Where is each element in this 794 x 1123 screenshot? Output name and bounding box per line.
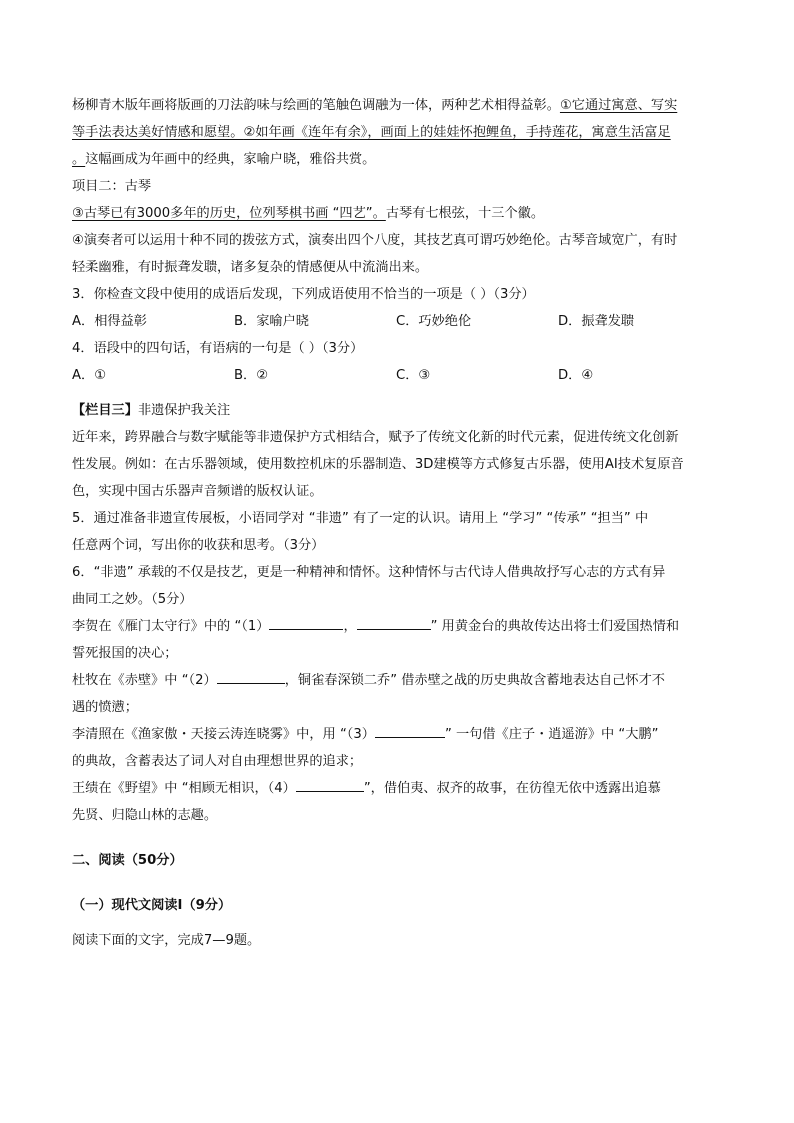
question-6-item-1 <box>72 613 722 640</box>
exam-page <box>72 92 722 954</box>
question-3-options <box>72 308 722 335</box>
text: 古琴有七根弦，十三个徽。 <box>385 206 545 221</box>
text: 李贺在《雁门太守行》中的 “（1） <box>72 619 270 634</box>
question-5-line: 任意两个词，写出你的收获和思考。（3分） <box>72 538 325 553</box>
section-heading-text: 非遗保护我关注 <box>137 403 231 418</box>
answer-blank-1b[interactable] <box>357 615 431 630</box>
paragraph-line <box>72 200 722 227</box>
paragraph-line: 近年来，跨界融合与数字赋能等非遗保护方式相结合，赋予了传统文化新的时代元素，促进传统文化创新 <box>72 430 679 445</box>
answer-blank-1a[interactable] <box>269 615 343 630</box>
text: 杜牧在《赤壁》中 “（2） <box>72 673 217 688</box>
text: ” 用黄金台的典故传达出将士们爱国热情和 <box>430 619 680 634</box>
underlined-sentence-1: ①它通过寓意、写实 <box>559 98 678 113</box>
answer-blank-4[interactable] <box>296 777 364 792</box>
text: ”，借伯夷、叔齐的故事，在彷徨无依中透露出追慕 <box>363 781 661 796</box>
option-b: B．家喻户晓 <box>234 314 309 329</box>
paragraph-line: 性发展。例如：在古乐器领域，使用数控机床的乐器制造、3D建模等方式修复古乐器，使用AI技术复原音 <box>72 457 684 472</box>
question-6-item-2 <box>72 667 722 694</box>
text: 李清照在《渔家傲・天接云涛连晓雾》中，用 “（3） <box>72 727 375 742</box>
paragraph-line: ④演奏者可以运用十种不同的拨弦方式，演奏出四个八度，其技艺真可谓巧妙绝伦。古琴音域宽广，有时 <box>72 233 678 248</box>
option-d: D．④ <box>558 368 594 383</box>
paragraph-line: 轻柔幽雅，有时振聋发聩，诸多复杂的情感便从中流淌出来。 <box>72 260 429 275</box>
part-heading: 二、阅读（50分） <box>72 853 183 868</box>
option-b: B．② <box>234 368 269 383</box>
text: 这幅画成为年画中的经典，家喻户晓，雅俗共赏。 <box>85 152 376 167</box>
underlined-sentence-1-cont: 等手法表达美好情感和愿望。 <box>72 125 244 140</box>
reading-instruction: 阅读下面的文字，完成7—9题。 <box>72 933 261 948</box>
option-a: A．相得益彰 <box>72 314 147 329</box>
text: ， <box>343 619 357 634</box>
paragraph-line: 遇的愤懑； <box>72 700 138 715</box>
option-a: A．① <box>72 368 107 383</box>
text: 王绩在《野望》中 “相顾无相识，（4） <box>72 781 296 796</box>
question-6-line: 曲同工之妙。（5分） <box>72 592 193 607</box>
section-bracket-label: 【栏目三】 <box>72 403 138 418</box>
paragraph-line <box>72 146 722 173</box>
text: 杨柳青木版年画将版画的刀法韵味与绘画的笔触色调融为一体，两种艺术相得益彰。 <box>72 98 560 113</box>
text: ” 一句借《庄子・逍遥游》中 “大鹏” <box>444 727 659 742</box>
question-3-stem: 3．你检查文段中使用的成语后发现，下列成语使用不恰当的一项是（ ）（3分） <box>72 287 535 302</box>
question-6-item-3 <box>72 721 722 748</box>
question-6-item-4 <box>72 775 722 802</box>
option-c: C．巧妙绝伦 <box>396 314 472 329</box>
sub-part-heading: （一）现代文阅读Ⅰ（9分） <box>72 898 232 913</box>
paragraph-line: 誓死报国的决心； <box>72 646 178 661</box>
paragraph-line: 的典故，含蓄表达了词人对自由理想世界的追求； <box>72 754 363 769</box>
question-5-line: 5．通过准备非遗宣传展板，小语同学对 “非遗” 有了一定的认识。请用上 “学习” “传承” “担当” 中 <box>72 511 649 526</box>
question-4-stem: 4．语段中的四句话，有语病的一句是（ ）（3分） <box>72 341 364 356</box>
question-6-line: 6．“非遗” 承载的不仅是技艺，更是一种精神和情怀。这种情怀与古代诗人借典故抒写心志的方式有异 <box>72 565 666 580</box>
paragraph-line: 色，实现中国古乐器声音频谱的版权认证。 <box>72 484 323 499</box>
paragraph-line <box>72 92 722 119</box>
project-title: 项目二：古琴 <box>72 179 152 194</box>
section-heading <box>72 397 722 424</box>
answer-blank-2[interactable] <box>217 669 285 684</box>
option-d: D．振聋发聩 <box>558 314 635 329</box>
paragraph-line <box>72 119 722 146</box>
answer-blank-3[interactable] <box>375 723 445 738</box>
underlined-sentence-2-end: 。 <box>72 152 86 167</box>
underlined-sentence-3: ③古琴已有3000多年的历史，位列琴棋书画 “四艺”。 <box>72 206 386 221</box>
option-c: C．③ <box>396 368 431 383</box>
question-4-options <box>72 362 722 389</box>
paragraph-line: 先贤、归隐山林的志趣。 <box>72 808 218 823</box>
underlined-sentence-2: ②如年画《连年有余》，画面上的娃娃怀抱鲤鱼，手持莲花，寓意生活富足 <box>243 125 671 140</box>
text: ，铜雀春深锁二乔” 借赤壁之战的历史典故含蓄地表达自己怀才不 <box>284 673 665 688</box>
